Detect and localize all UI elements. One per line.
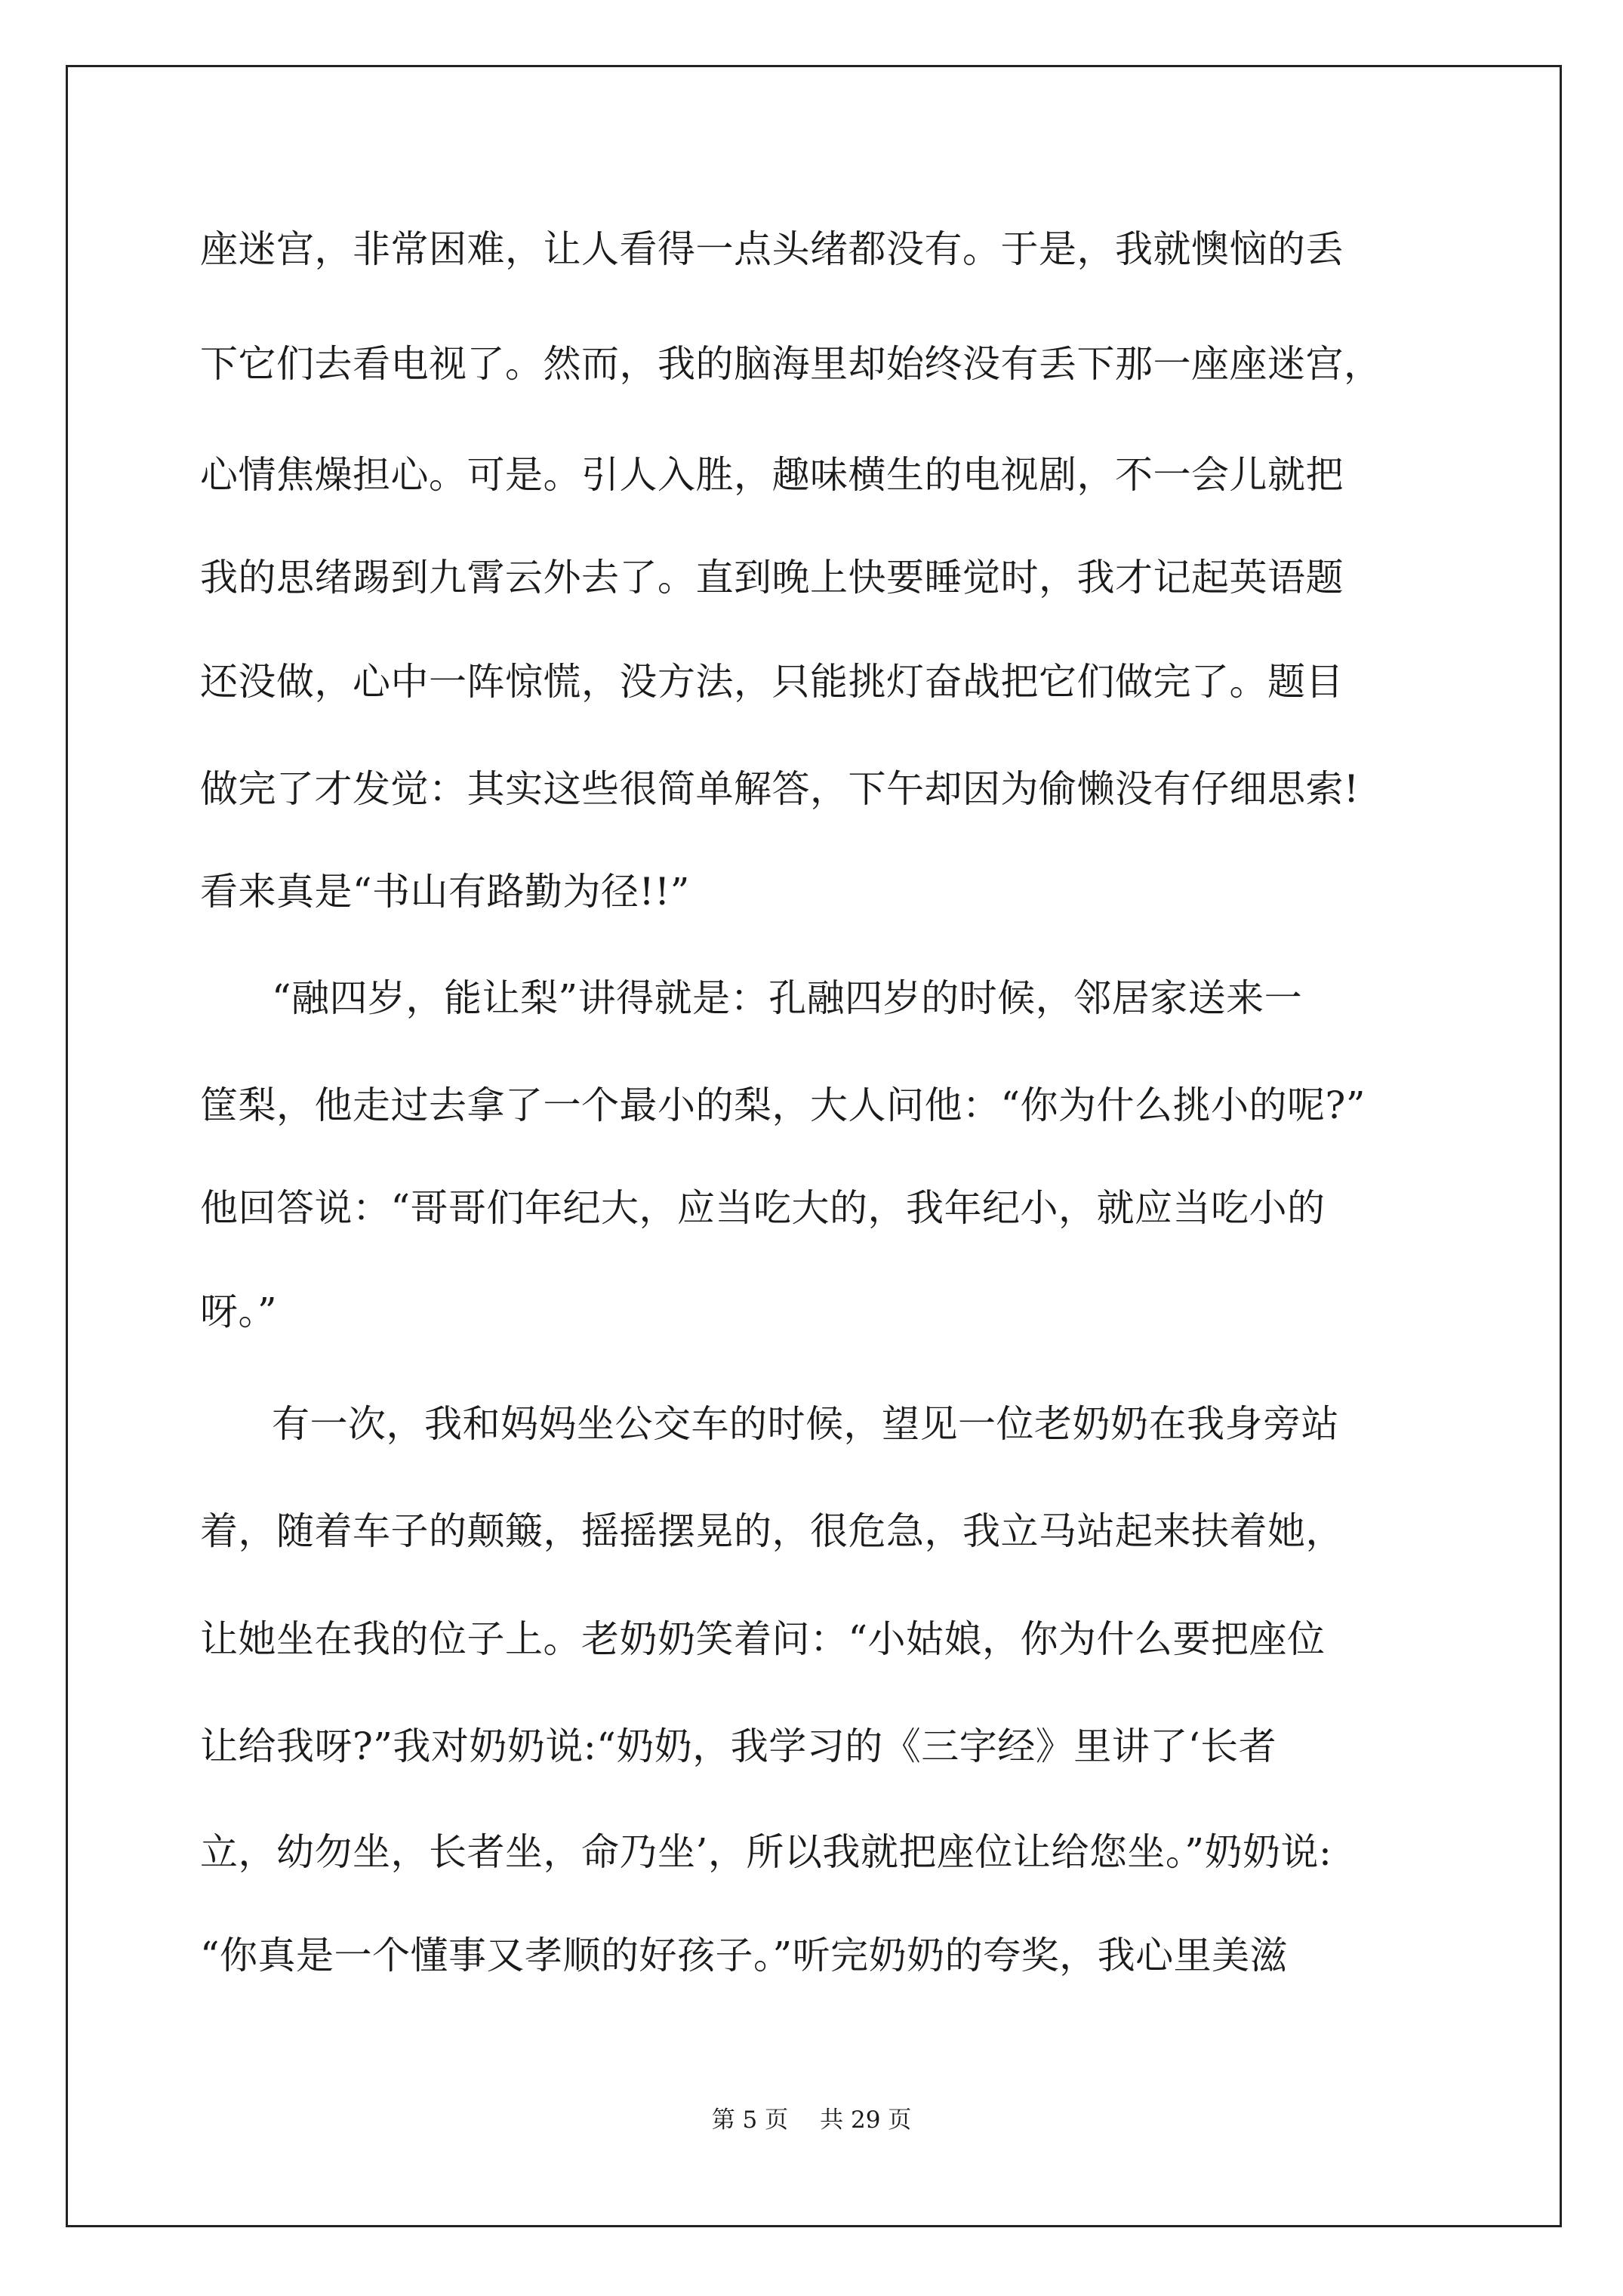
text-line: 着，随着车子的颠簸，摇摇摆晃的，很危急，我立马站起来扶着她， [200, 1509, 1344, 1553]
text-line: “你真是一个懂事又孝顺的好孩子。”听完奶奶的夸奖，我心里美滋 [200, 1934, 1289, 1977]
page-border [66, 65, 1562, 2227]
text-line: 下它们去看电视了。然而，我的脑海里却始终没有丢下那一座座迷宫， [200, 342, 1382, 386]
text-line: 有一次，我和妈妈坐公交车的时候，望见一位老奶奶在我身旁站 [272, 1402, 1339, 1446]
text-line: 让给我呀?”我对奶奶说:“奶奶，我学习的《三字经》里讲了‘长者 [200, 1724, 1277, 1768]
text-line: 看来真是“书山有路勤为径!!” [200, 870, 690, 914]
text-line: “融四岁，能让梨”讲得就是：孔融四岁的时候，邻居家送来一 [272, 976, 1303, 1020]
text-line: 呀。” [200, 1290, 278, 1333]
text-line: 还没做，心中一阵惊慌，没方法，只能挑灯奋战把它们做完了。题目 [200, 660, 1344, 704]
text-line: 座迷宫，非常困难，让人看得一点头绪都没有。于是，我就懊恼的丢 [200, 227, 1344, 271]
text-line: 我的思绪踢到九霄云外去了。直到晚上快要睡觉时，我才记起英语题 [200, 556, 1344, 599]
text-line: 立，幼勿坐，长者坐，命乃坐’，所以我就把座位让给您坐。”奶奶说: [200, 1830, 1332, 1874]
text-line: 心情焦燥担心。可是。引人入胜，趣味横生的电视剧，不一会儿就把 [200, 453, 1344, 497]
text-line: 筐梨，他走过去拿了一个最小的梨，大人问他：“你为什么挑小的呢?” [200, 1083, 1366, 1127]
text-line: 做完了才发觉：其实这些很简单解答，下午却因为偷懒没有仔细思索! [200, 767, 1360, 811]
page-footer [0, 2105, 1623, 2135]
page-total: 共 29 页 [820, 2106, 912, 2134]
page-number: 第 5 页 [711, 2106, 789, 2134]
text-line: 让她坐在我的位子上。老奶奶笑着问：“小姑娘，你为什么要把座位 [200, 1617, 1326, 1661]
text-line: 他回答说：“哥哥们年纪大，应当吃大的，我年纪小，就应当吃小的 [200, 1186, 1326, 1230]
